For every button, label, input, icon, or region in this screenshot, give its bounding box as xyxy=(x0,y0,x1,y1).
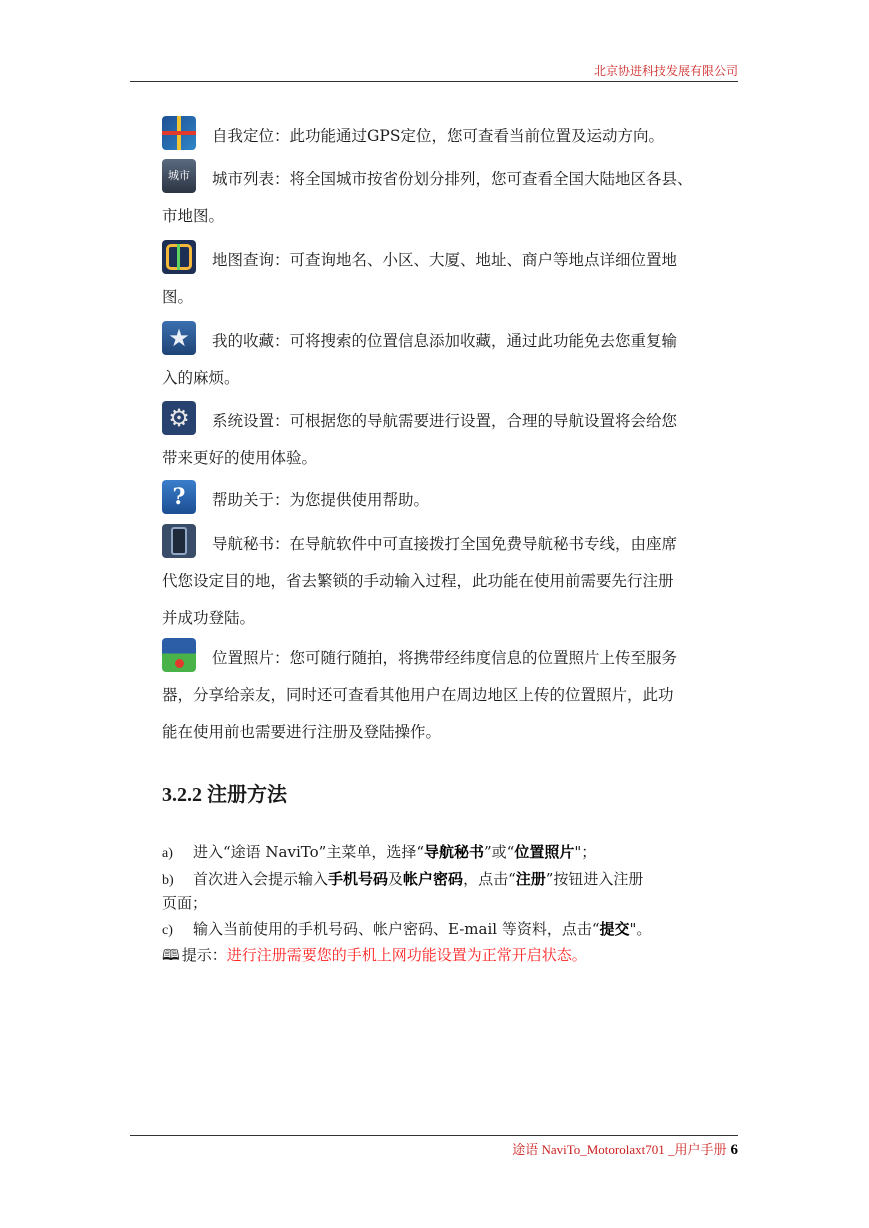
step-text: ”或“ xyxy=(484,843,515,861)
step-bold-text: 提交 xyxy=(599,920,630,938)
feature-text: 您可随行随拍，将携带经纬度信息的位置照片上传至服务 xyxy=(289,649,678,667)
feature-location-photo xyxy=(162,638,738,751)
section-title: 注册方法 xyxy=(207,784,287,806)
page-header: 北京协进科技发展有限公司 xyxy=(593,64,738,78)
feature-text-continued: 能在使用前也需要进行注册及登陆操作。 xyxy=(162,723,442,741)
tip-note xyxy=(162,944,587,966)
feature-label: 位置照片： xyxy=(212,649,290,667)
step-text: 及 xyxy=(388,870,404,888)
step-bold-text: 位置照片 xyxy=(514,843,575,861)
feature-text: 在导航软件中可直接拨打全国免费导航秘书专线，由座席 xyxy=(289,535,678,553)
step-c xyxy=(162,918,738,942)
feature-help xyxy=(162,480,738,519)
map-search-icon xyxy=(162,240,196,274)
feature-locate xyxy=(162,116,738,155)
step-text: 首次进入会提示输入 xyxy=(193,870,329,888)
tip-label: 提示： xyxy=(181,946,227,964)
feature-label: 我的收藏： xyxy=(212,332,290,350)
section-heading xyxy=(162,778,287,807)
step-text: ”按钮进入注册 xyxy=(545,870,644,888)
step-text: 进入“途语 NaviTo”主菜单，选择“ xyxy=(193,843,424,861)
help-icon: ? xyxy=(162,480,196,514)
feature-text: 为您提供使用帮助。 xyxy=(289,491,430,509)
feature-label: 帮助关于： xyxy=(212,491,290,509)
tip-text: 进行注册需要您的手机上网功能设置为正常开启状态。 xyxy=(226,946,587,964)
step-text: 输入当前使用的手机号码、帐户密码、E-mail 等资料，点击“ xyxy=(193,920,600,938)
step-bold-text: 注册 xyxy=(515,870,546,888)
feature-label: 导航秘书： xyxy=(212,535,290,553)
step-marker: a) xyxy=(162,846,173,861)
step-marker: b) xyxy=(162,873,174,888)
gear-icon: ⚙ xyxy=(162,401,196,435)
step-bold-text: 手机号码 xyxy=(328,870,389,888)
step-marker: c) xyxy=(162,923,173,938)
section-number: 3.2.2 xyxy=(162,784,202,806)
feature-text-continued: 入的麻烦。 xyxy=(162,369,240,387)
feature-text-continued: 代您设定目的地，省去繁锁的手动输入过程，此功能在使用前需要先行注册 xyxy=(162,572,674,590)
step-bold-text: 导航秘书 xyxy=(424,843,485,861)
page-footer xyxy=(130,1139,738,1159)
step-text: 页面； xyxy=(162,894,208,912)
feature-settings xyxy=(162,401,738,477)
phone-icon xyxy=(162,524,196,558)
book-icon: 🕮 xyxy=(162,946,180,964)
feature-text-continued: 并成功登陆。 xyxy=(162,609,256,627)
feature-map-search xyxy=(162,240,738,316)
header-divider xyxy=(130,81,738,82)
feature-text: 可根据您的导航需要进行设置，合理的导航设置将会给您 xyxy=(289,412,678,430)
feature-city-list xyxy=(162,159,738,235)
star-icon: ★ xyxy=(162,321,196,355)
step-a xyxy=(162,841,738,865)
feature-label: 城市列表： xyxy=(212,170,290,188)
feature-text-continued: 图。 xyxy=(162,288,194,306)
feature-text: 将全国城市按省份划分排列，您可查看全国大陆地区各县、 xyxy=(289,170,693,188)
footer-title: 途语 NaviTo_Motorolaxt701 _用户手册 xyxy=(512,1142,727,1157)
step-text: "。 xyxy=(629,920,652,938)
feature-text: 此功能通过GPS定位，您可查看当前位置及运动方向。 xyxy=(289,127,664,145)
feature-text-continued: 市地图。 xyxy=(162,207,225,225)
feature-text-continued: 器，分享给亲友，同时还可查看其他用户在周边地区上传的位置照片，此功 xyxy=(162,686,674,704)
step-bold-text: 帐户密码 xyxy=(403,870,464,888)
feature-nav-secretary xyxy=(162,524,738,637)
page-number: 6 xyxy=(730,1142,738,1158)
step-text: "； xyxy=(574,843,597,861)
photo-icon xyxy=(162,638,196,672)
step-b xyxy=(162,868,738,914)
feature-label: 系统设置： xyxy=(212,412,290,430)
feature-favorites xyxy=(162,321,738,397)
locate-icon xyxy=(162,116,196,150)
feature-text-continued: 带来更好的使用体验。 xyxy=(162,449,318,467)
step-text: ，点击“ xyxy=(463,870,516,888)
feature-label: 自我定位： xyxy=(212,127,290,145)
feature-text: 可将搜索的位置信息添加收藏，通过此功能免去您重复输 xyxy=(289,332,678,350)
city-icon: 城市 xyxy=(162,159,196,193)
feature-text: 可查询地名、小区、大厦、地址、商户等地点详细位置地 xyxy=(289,251,678,269)
footer-divider xyxy=(130,1135,738,1136)
feature-label: 地图查询： xyxy=(212,251,290,269)
